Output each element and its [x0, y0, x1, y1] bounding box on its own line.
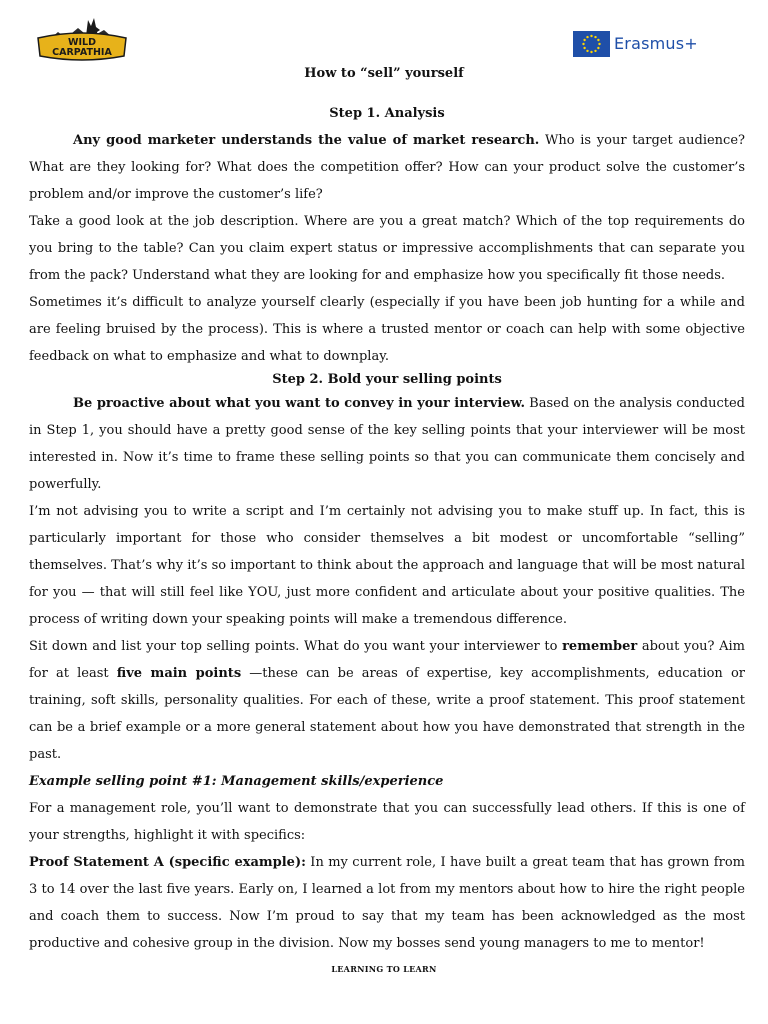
step2-p3-text-c: about you? Aim for at least	[29, 639, 745, 681]
step1-paragraph-3: Sometimes it’s difficult to analyze yourself clearly (especially if you have been job hunting for a while and are feeling bruised by the process). This is where a trusted mentor or coach can help with some objective feedback on what to emphasize and what to downplay.	[29, 295, 745, 364]
five-main-points-emphasis: five main points	[116, 666, 242, 681]
eu-flag-icon	[573, 31, 610, 57]
page-footer: LEARNING TO LEARN	[331, 964, 437, 974]
erasmus-logo	[573, 31, 703, 59]
proof-statement-label: Proof Statement A (specific example):	[29, 855, 306, 870]
wolf-logo-icon	[34, 14, 130, 62]
step1-lead-sentence: Any good marketer understands the value of market research.	[73, 133, 540, 148]
step2-p1-text: Based on the analysis conducted in Step 1, you should have a pretty good sense of the key selling points that your interviewer will be most interested in. Now it’s time to frame these selling points so that you can communicate them concisely and powerfully.	[29, 396, 745, 492]
step1-paragraph-1	[29, 127, 745, 208]
proof-statement-a	[29, 849, 745, 957]
step2-p3-text-e: —these can be areas of expertise, key accomplishments, education or training, soft skills, personality qualities. For each of these, write a proof statement. This proof statement can be a brief example or a more general statement about how you have demonstrated that strength in the past.	[29, 666, 745, 762]
step2-lead-sentence: Be proactive about what you want to convey in your interview.	[73, 396, 525, 411]
svg-text:WILD: WILD	[68, 37, 96, 48]
step1-paragraph-2: Take a good look at the job description. Where are you a great match? Which of the top requirements do you bring to the table? Can you claim expert status or impressive accomplishments that can separate you from the pack? Understand what they are looking for and emphasize how you specifically fit those needs.	[29, 214, 745, 283]
step2-paragraph-4: For a management role, you’ll want to demonstrate that you can successfully lead others. If this is one of your strengths, highlight it with specifics:	[29, 801, 745, 843]
step2-paragraph-2: I’m not advising you to write a script and I’m certainly not advising you to make stuff up. In fact, this is particularly important for those who consider themselves a bit modest or uncomfortable “selling” themselves. That’s why it’s so important to think about the approach and language that will be most natural for you — that will still feel like YOU, just more confident and articulate about your positive qualities. The process of writing down your speaking points will make a tremendous difference.	[29, 504, 745, 627]
step1-heading: Step 1. Analysis	[329, 106, 445, 121]
step2-p3-text-a: Sit down and list your top selling points. What do you want your interviewer to	[29, 639, 563, 654]
erasmus-wordmark: Erasmus+	[614, 34, 698, 53]
document-title: How to “sell” yourself	[304, 66, 464, 81]
proof-statement-text: In my current role, I have built a great team that has grown from 3 to 14 over the last five years. Early on, I learned a lot from my mentors about how to hire the right people and coach them to success. Now I’m proud to say that my team has been acknowledged as the most productive and cohesive group in the division. Now my bosses send young managers to me to mentor!	[29, 855, 745, 951]
wild-carpathia-logo	[34, 14, 130, 62]
example-selling-point-title: Example selling point #1: Management skills/experience	[29, 774, 444, 789]
remember-emphasis: remember	[562, 639, 638, 654]
document-body	[29, 100, 745, 957]
step2-paragraph-1	[29, 390, 745, 498]
step1-p1-text: Who is your target audience? What are they looking for? What does the competition offer? How can your product solve the customer’s problem and/or improve the customer’s life?	[29, 133, 745, 202]
svg-text:CARPATHIA: CARPATHIA	[52, 47, 112, 58]
step2-paragraph-3	[29, 633, 745, 768]
step2-heading: Step 2. Bold your selling points	[272, 372, 502, 387]
